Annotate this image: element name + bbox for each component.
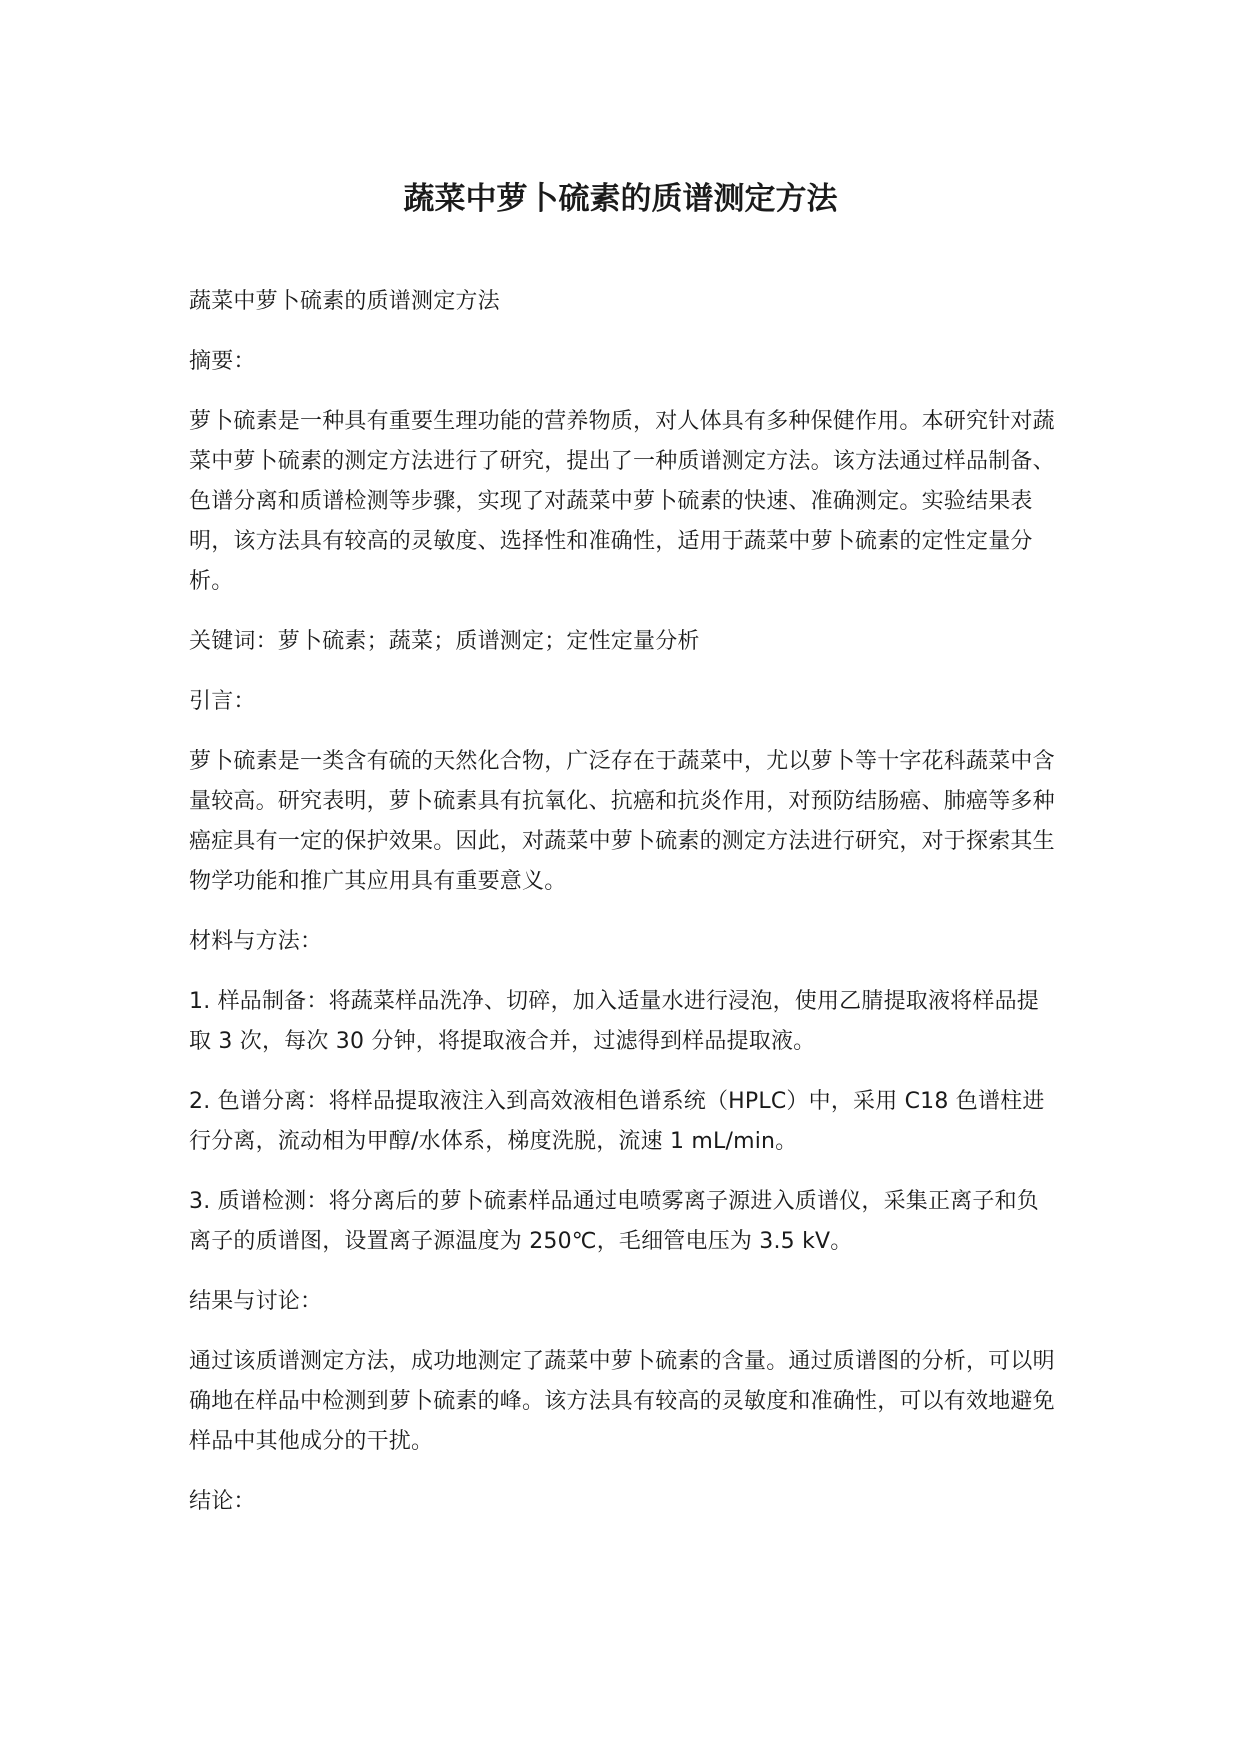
introduction-paragraph: 萝卜硫素是一类含有硫的天然化合物，广泛存在于蔬菜中，尤以萝卜等十字花科蔬菜中含量较高。研究表明，萝卜硫素具有抗氧化、抗癌和抗炎作用，对预防结肠癌、肺癌等多种癌症具有一定的保护效果。因此，对蔬菜中萝卜硫素的测定方法进行研究，对于探索其生物学功能和推广其应用具有重要意义。 (189, 749, 1055, 894)
document-title: 蔬菜中萝卜硫素的质谱测定方法 (403, 181, 838, 217)
results-paragraph: 通过该质谱测定方法，成功地测定了蔬菜中萝卜硫素的含量。通过质谱图的分析，可以明确地在样品中检测到萝卜硫素的峰。该方法具有较高的灵敏度和准确性，可以有效地避免样品中其他成分的干扰。 (189, 1349, 1055, 1454)
conclusion-heading: 结论： (189, 1489, 256, 1514)
method-step-3: 3. 质谱检测：将分离后的萝卜硫素样品通过电喷雾离子源进入质谱仪，采集正离子和负离子的质谱图，设置离子源温度为 250℃，毛细管电压为 3.5 kV。 (189, 1189, 1039, 1254)
subtitle-paragraph: 蔬菜中萝卜硫素的质谱测定方法 (189, 289, 500, 314)
method-step-1: 1. 样品制备：将蔬菜样品洗净、切碎，加入适量水进行浸泡，使用乙腈提取液将样品提取 3 次，每次 30 分钟，将提取液合并，过滤得到样品提取液。 (189, 989, 1039, 1054)
method-step-2: 2. 色谱分离：将样品提取液注入到高效液相色谱系统（HPLC）中，采用 C18 色谱柱进行分离，流动相为甲醇/水体系，梯度洗脱，流速 1 mL/min。 (189, 1089, 1045, 1154)
abstract-paragraph: 萝卜硫素是一种具有重要生理功能的营养物质，对人体具有多种保健作用。本研究针对蔬菜中萝卜硫素的测定方法进行了研究，提出了一种质谱测定方法。该方法通过样品制备、色谱分离和质谱检测等步骤，实现了对蔬菜中萝卜硫素的快速、准确测定。实验结果表明，该方法具有较高的灵敏度、选择性和准确性，适用于蔬菜中萝卜硫素的定性定量分析。 (189, 409, 1055, 594)
methods-heading: 材料与方法： (189, 929, 323, 954)
keywords-paragraph: 关键词：萝卜硫素；蔬菜；质谱测定；定性定量分析 (189, 629, 700, 654)
introduction-heading: 引言： (189, 689, 256, 714)
results-heading: 结果与讨论： (189, 1289, 323, 1314)
document-body (189, 282, 1055, 1542)
abstract-heading: 摘要： (189, 349, 256, 374)
